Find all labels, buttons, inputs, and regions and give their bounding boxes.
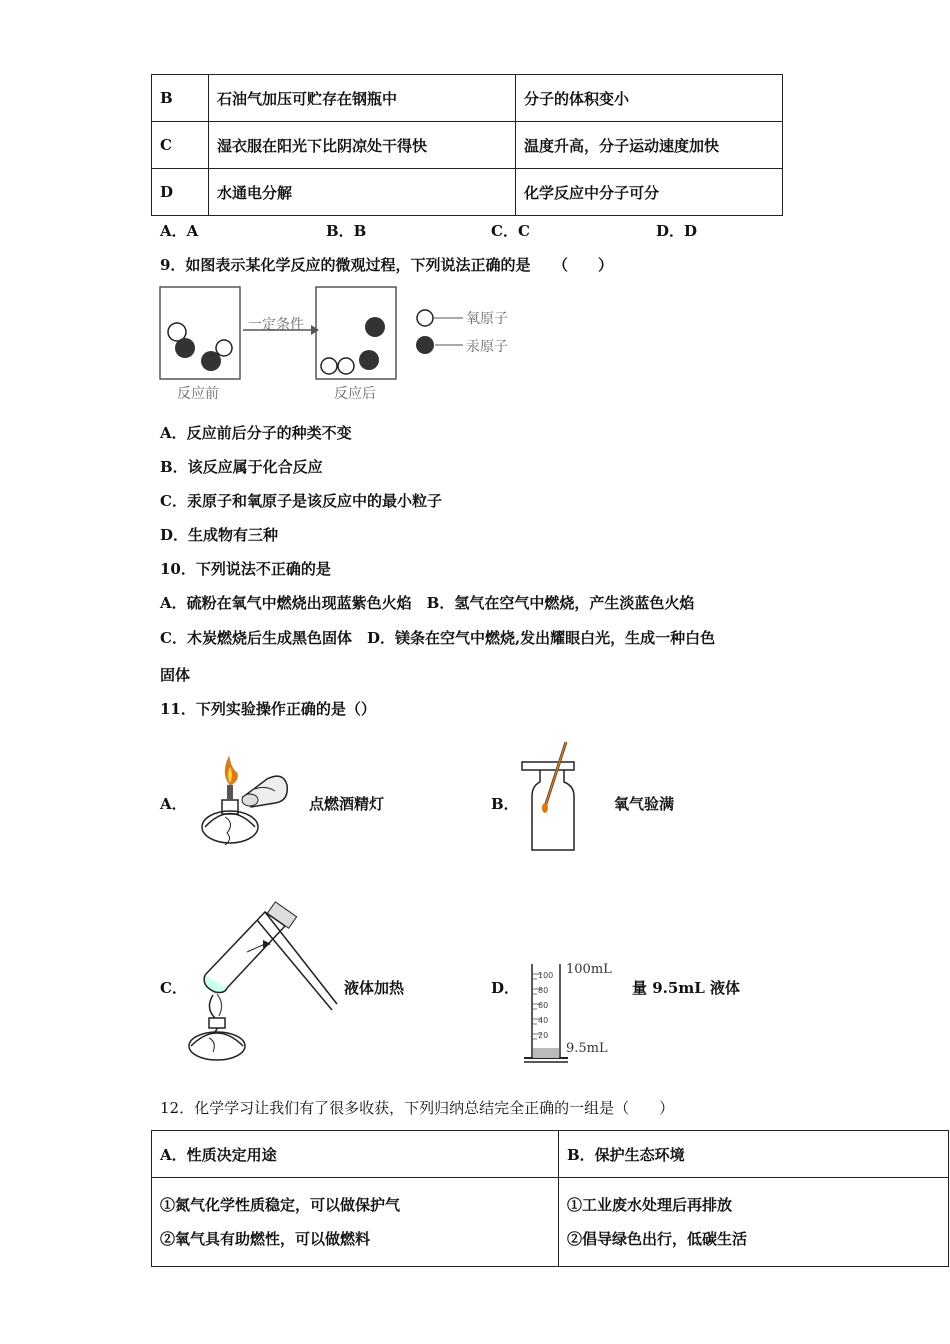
legend-oxygen-atom [417,310,433,326]
q11-option-d-caption: 量 9.5mL 液体 [632,979,740,997]
q11-option-c-caption: 液体加热 [344,979,405,997]
row-event: 石油气加压可贮存在钢瓶中 [209,75,516,122]
mercury-atom [365,317,385,337]
list-item: ①工业废水处理后再排放 [567,1196,733,1214]
q8-option-b[interactable]: B．B [326,222,367,240]
q9-stem: 9．如图表示某化学反应的微观过程，下列说法正确的是 （ ） [160,256,613,274]
table-row [152,169,783,216]
row-reason: 化学反应中分子可分 [516,169,783,216]
row-event: 湿衣服在阳光下比阴凉处干得快 [209,122,516,169]
row-reason: 分子的体积变小 [516,75,783,122]
after-label: 反应后 [334,386,376,402]
legend-mercury-atom [416,336,434,354]
q10-options-line2[interactable]: C．木炭燃烧后生成黑色固体 D．镁条在空气中燃烧,发出耀眼白光，生成一种白色 [160,629,716,647]
q10-options-line1[interactable]: A．硫粉在氧气中燃烧出现蓝紫色火焰 B．氢气在空气中燃烧，产生淡蓝色火焰 [160,594,695,612]
table-row [152,1131,949,1178]
row-key: C [152,122,209,169]
q10-stem: 10．下列说法不正确的是 [160,560,331,578]
q11-option-d-key[interactable]: D． [491,979,520,997]
test-tube-heating-image [187,900,342,1062]
table-row [152,1178,949,1267]
col-b-title[interactable]: B．保护生态环境 [559,1131,949,1178]
q9-option-c[interactable]: C．汞原子和氧原子是该反应中的最小粒子 [160,492,442,510]
q9-option-a[interactable]: A．反应前后分子的种类不变 [160,424,352,442]
graduated-cylinder [520,946,620,1068]
q11-stem: 11．下列实验操作正确的是（） [160,700,376,718]
arrow-label: 一定条件 [248,317,304,333]
row-event: 水通电分解 [209,169,516,216]
oxygen-atom [216,340,232,356]
oxygen-test-bottle-image [518,738,580,854]
q12-table [151,1130,949,1267]
col-b-items [559,1178,949,1267]
q8-option-c[interactable]: C．C [491,222,530,240]
oxygen-atom [338,358,354,374]
q8-table [151,74,783,216]
row-reason: 温度升高，分子运动速度加快 [516,122,783,169]
table-row [152,122,783,169]
q10-options-line3: 固体 [160,666,191,684]
legend-mercury-label: 汞原子 [466,339,508,355]
list-item: ①氮气化学性质稳定，可以做保护气 [160,1196,401,1214]
row-key: D [152,169,209,216]
cylinder-ticks: 100 80 60 40 20 [538,971,554,1040]
q9-option-d[interactable]: D．生成物有三种 [160,526,279,544]
cylinder-top-label: 100mL [566,962,612,977]
list-item: ②氧气具有助燃性，可以做燃料 [160,1230,371,1248]
q9-figure [155,284,525,404]
q11-option-b-key[interactable]: B． [491,795,519,813]
q8-option-d[interactable]: D．D [656,222,698,240]
col-a-items [152,1178,559,1267]
q11-option-a-key[interactable]: A． [160,795,187,813]
q11-option-b-caption: 氧气验满 [614,795,675,813]
legend-oxygen-label: 氧原子 [466,311,508,327]
cylinder-bottom-label: 9.5mL [566,1041,608,1056]
q11-option-a-caption: 点燃酒精灯 [309,795,385,813]
mercury-atom [175,338,195,358]
mercury-atom [359,350,379,370]
q9-option-b[interactable]: B．该反应属于化合反应 [160,458,323,476]
q8-option-a[interactable]: A．A [160,222,199,240]
arrow-head [311,325,319,335]
row-key: B [152,75,209,122]
before-label: 反应前 [177,386,219,402]
list-item: ②倡导绿色出行，低碳生活 [567,1230,748,1248]
alcohol-lamp-lighting-image [195,745,300,850]
table-row [152,75,783,122]
col-a-title[interactable]: A．性质决定用途 [152,1131,559,1178]
q12-stem: 12．化学学习让我们有了很多收获，下列归纳总结完全正确的一组是（ ） [160,1099,675,1117]
q11-option-c-key[interactable]: C． [160,979,187,997]
oxygen-atom [321,358,337,374]
